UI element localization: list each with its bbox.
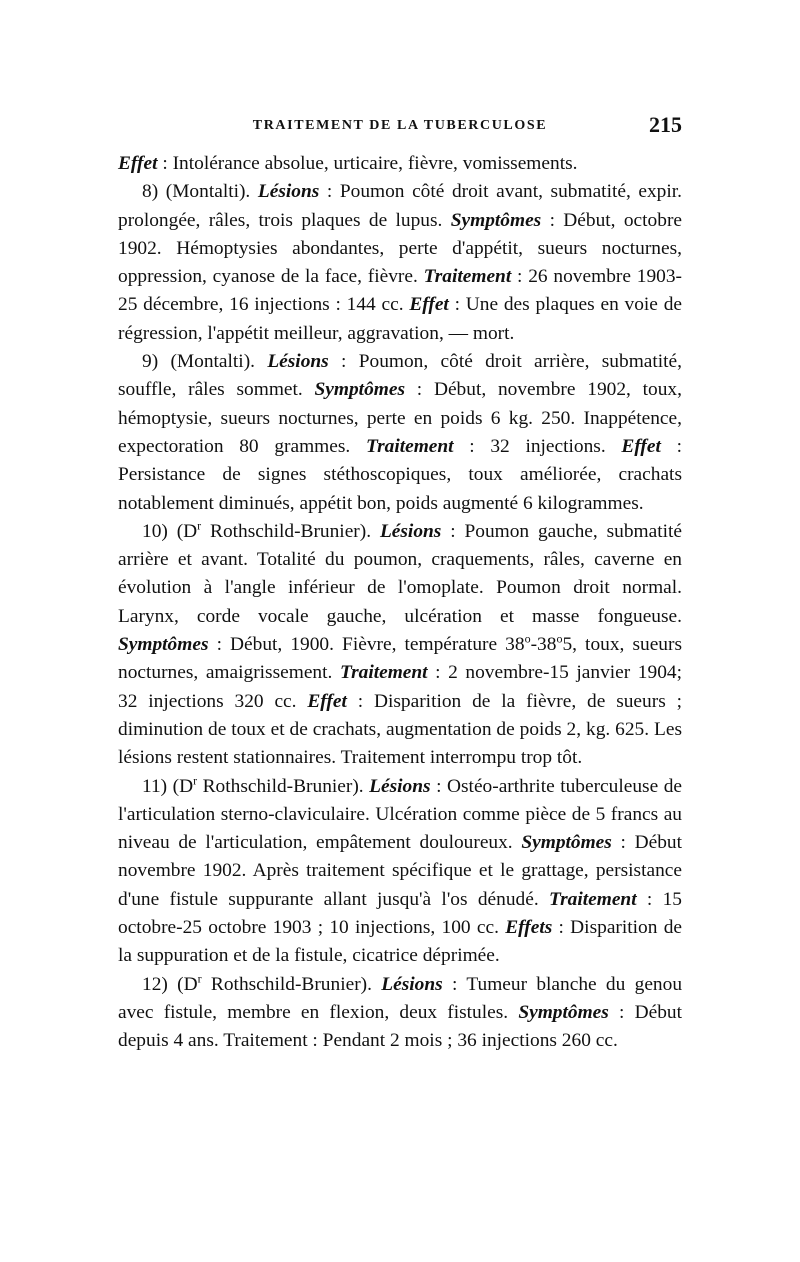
italic-keyword: Symptômes [518,1001,609,1023]
italic-keyword: Effets [505,917,553,939]
text-run: : 2 novembre-15 janvier 1904; 32 injections 320 cc. [118,662,682,712]
page-number: 215 [649,112,682,137]
superscript: r [197,518,202,533]
body-text [118,150,682,1056]
text-run: : Disparition de la suppuration et de la fistule, cicatrice déprimée. [118,917,682,967]
superscript: o [556,631,563,646]
italic-keyword: Lésions [257,181,320,203]
paragraph-p10 [118,518,682,773]
text-run: : Disparition de la fièvre, de sueurs ; diminution de toux et de crachats, augmentation de poids 2, kg. 625. Les lésions restent stationnaires. Traitement interrompu trop tôt. [118,690,682,769]
italic-keyword: Symptômes [450,209,542,231]
italic-keyword: Effet [118,153,158,174]
text-run: : Poumon gauche, submatité arrière et avant. Totalité du poumon, craquements, râles, caverne en évolution à l'angle inférieur de l'omoplate. Poumon droit normal. Larynx, corde vocale gauche, ulcération et masse fongueuse. [118,520,682,627]
italic-keyword: Symptômes [521,832,612,854]
italic-keyword: Effet [621,435,661,457]
text-run: : Début novembre 1902. Après traitement spécifique et le grattage, persistance d'une fistule suppurante allant jusqu'à l'os dénudé. [118,832,682,910]
text-run: Rothschild-Brunier). [197,775,370,797]
italic-keyword: Traitement [549,888,637,910]
italic-keyword: Lésions [381,973,443,995]
superscript: o [524,631,531,646]
text-run: : Intolérance absolue, urticaire, fièvre, vomissements. [157,153,578,174]
text-run: 12) (D [142,973,198,995]
text-run: : Début, novembre 1902, toux, hémoptysie, sueurs nocturnes, perte en poids 6 kg. 250. Inappétence, expectoration 80 grammes. [118,379,682,457]
paragraph-p7-end [118,150,682,178]
paragraph-p11 [118,773,682,971]
italic-keyword: Traitement [423,266,512,288]
text-run: : Une des plaques en voie de régression, l'appétit meilleur, aggravation, — mort. [118,294,682,344]
text-run: : Début depuis 4 ans. Traitement : Pendant 2 mois ; 36 injections 260 cc. [118,1001,682,1052]
italic-keyword: Effet [307,690,347,712]
text-run: 11) (D [142,775,194,797]
italic-keyword: Lésions [267,351,329,373]
paragraph-p12 [118,971,682,1056]
text-run: : Début, 1900. Fièvre, température 38 [208,634,525,656]
text-run: 9) (Montalti). [142,351,268,373]
paragraph-p9 [118,348,682,518]
italic-keyword: Lésions [369,775,431,797]
italic-keyword: Symptômes [118,634,209,656]
text-run: Rothschild-Brunier). [201,973,382,995]
text-run: : Poumon côté droit avant, submatité, expir. prolongée, râles, trois plaques de lupus. [118,181,682,231]
italic-keyword: Traitement [365,435,454,457]
superscript: r [193,773,198,788]
text-run: : 32 injections. [453,435,622,457]
italic-keyword: Lésions [379,520,442,542]
text-run: -38 [530,634,557,656]
text-run: : 15 octobre-25 octobre 1903 ; 10 injections, 100 cc. [118,888,682,939]
text-run: 10) (D [142,520,198,542]
text-run: 8) (Montalti). [142,181,258,203]
book-page [118,108,682,1056]
page-header [118,108,682,142]
superscript: r [197,971,202,986]
text-run: Rothschild-Brunier). [201,520,380,542]
running-title: TRAITEMENT DE LA TUBERCULOSE [252,118,548,133]
paragraph-p8 [118,178,682,348]
text-run: : Tumeur blanche du genou avec fistule, membre en flexion, deux fistules. [118,973,683,1023]
text-run: : Poumon, côté droit arrière, submatité, souffle, râles sommet. [118,351,682,401]
italic-keyword: Effet [409,294,449,316]
text-run: 5, toux, sueurs nocturnes, amaigrissement. [118,634,683,684]
text-run: : Début, octobre 1902. Hémoptysies abondantes, perte d'appétit, sueurs nocturnes, oppression, cyanose de la face, fièvre. [118,209,683,288]
italic-keyword: Traitement [339,662,428,684]
text-run: : Persistance de signes stéthoscopiques, toux améliorée, crachats notablement diminués, appétit bon, poids augmenté 6 kilogrammes. [118,435,682,514]
italic-keyword: Symptômes [314,379,406,401]
text-run: : 26 novembre 1903-25 décembre, 16 injections : 144 cc. [118,266,682,316]
text-run: : Ostéo-arthrite tuberculeuse de l'articulation sterno-claviculaire. Ulcération comme pièce de 5 francs au niveau de l'articulation, empâtement douloureux. [118,775,682,854]
